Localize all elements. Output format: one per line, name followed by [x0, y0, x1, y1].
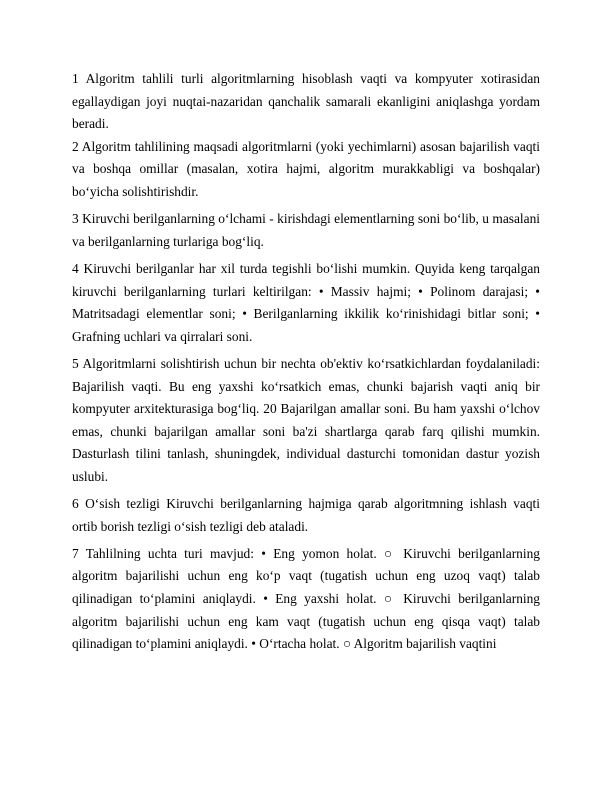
paragraph-4: 4 Kiruvchi berilganlar har xil turda tegishli bo‘lishi mumkin. Quyida keng tarqalgan kiruvchi berilganlarning turlari keltirilgan: • Massiv hajmi; • Polinom darajasi; • Matritsadagi elementlar soni; • Berilganlarning ikkilik ko‘rinishidagi bitlar soni; • Grafning uchlari va qirralari soni.	[72, 260, 540, 344]
document-page	[72, 68, 540, 660]
paragraph-1: 1 Algoritm tahlili turli algoritmlarning hisoblash vaqti va kompyuter xotirasidan egallaydigan joyi nuqtai-nazaridan qanchalik samarali ekanligini aniqlashga yordam beradi.	[72, 71, 540, 132]
paragraph-5: 5 Algoritmlarni solishtirish uchun bir nechta ob'ektiv ko‘rsatkichlardan foydalaniladi: Bajarilish vaqti. Bu eng yaxshi ko‘rsatkich emas, chunki bajarish vaqti aniq bir kompyuter arxitekturasiga bog‘liq. 20 Bajarilgan amallar soni. Bu ham yaxshi o‘lchov emas, chunki bajarilgan amallar soni ba'zi shartlarga qarab farq qilishi mumkin. Dasturlash tilini tanlash, shuningdek, individual dasturchi tomonidan dastur yozish uslubi.	[72, 355, 540, 484]
paragraph-2: 2 Algoritm tahlilining maqsadi algoritmlarni (yoki yechimlarni) asosan bajarilish vaqti va boshqa omillar (masalan, xotira hajmi, algoritm murakkabligi va boshqalar) bo‘yicha solishtirishdir.	[72, 138, 540, 199]
paragraph-3: 3 Kiruvchi berilganlarning o‘lchami - kirishdagi elementlarning soni bo‘lib, u masalani va berilganlarning turlariga bog‘liq.	[72, 211, 540, 249]
paragraph-6: 6 O‘sish tezligi Kiruvchi berilganlarning hajmiga qarab algoritmning ishlash vaqti ortib borish tezligi o‘sish tezligi deb ataladi.	[72, 496, 540, 534]
paragraph-7: 7 Tahlilning uchta turi mavjud: • Eng yomon holat. ○ Kiruvchi berilganlarning algoritm bajarilishi uchun eng ko‘p vaqt (tugatish uchun eng uzoq vaqt) talab qilinadigan to‘plamini aniqlaydi. • Eng yaxshi holat. ○ Kiruvchi berilganlarning algoritm bajarilishi uchun eng kam vaqt (tugatish uchun eng qisqa vaqt) talab qilinadigan to‘plamini aniqlaydi. • O‘rtacha holat. ○ Algoritm bajarilish vaqtini	[72, 545, 540, 652]
